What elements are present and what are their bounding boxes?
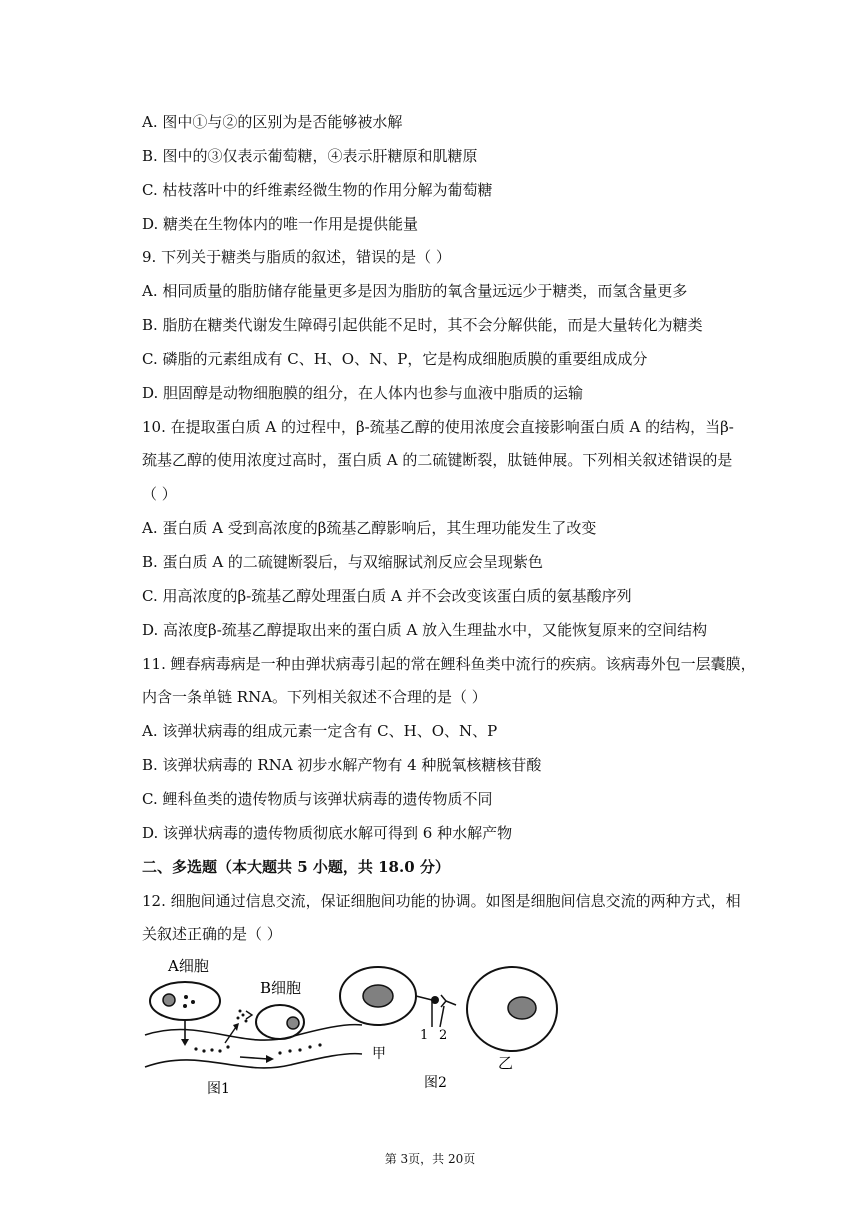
- cell-a-nucleus: [163, 994, 175, 1006]
- question-10-line1: 10. 在提取蛋白质 A 的过程中，β-巯基乙醇的使用浓度会直接影响蛋白质 A 的结构，当β-: [142, 418, 734, 436]
- option-8a: A. 图中①与②的区别为是否能够被水解: [142, 113, 403, 131]
- signal-molecule: [431, 996, 439, 1004]
- cell-communication-figure: [140, 955, 560, 1105]
- cell-jia-label: 甲: [372, 1046, 386, 1062]
- cell-jia-nucleus: [363, 985, 393, 1007]
- figure-2-caption: 图2: [424, 1075, 447, 1091]
- label-2: 2: [439, 1028, 448, 1043]
- option-9a: A. 相同质量的脂肪储存能量更多是因为脂肪的氧含量远远少于糖类，而氢含量更多: [142, 282, 688, 300]
- question-9: 9. 下列关于糖类与脂质的叙述，错误的是（ ）: [142, 248, 451, 266]
- option-9d: D. 胆固醇是动物细胞膜的组分，在人体内也参与血液中脂质的运输: [142, 384, 584, 402]
- page-footer: 第 3页，共 20页: [384, 1152, 476, 1166]
- question-10-line3: （ ）: [142, 485, 177, 503]
- flow-arrow: [240, 1057, 268, 1059]
- cell-a-label: A细胞: [168, 957, 209, 975]
- blood-vessel-top: [145, 1025, 362, 1041]
- option-11d: D. 该弹状病毒的遗传物质彻底水解可得到 6 种水解产物: [142, 824, 513, 842]
- option-10c: C. 用高浓度的β-巯基乙醇处理蛋白质 A 并不会改变该蛋白质的氨基酸序列: [142, 587, 632, 605]
- option-10b: B. 蛋白质 A 的二硫键断裂后，与双缩脲试剂反应会呈现紫色: [142, 553, 543, 571]
- option-8b: B. 图中的③仅表示葡萄糖，④表示肝糖原和肌糖原: [142, 147, 478, 165]
- option-10d: D. 高浓度β-巯基乙醇提取出来的蛋白质 A 放入生理盐水中，又能恢复原来的空间结构: [142, 621, 708, 639]
- question-12-line2: 关叙述正确的是（ ）: [142, 925, 282, 943]
- option-11c: C. 鲤科鱼类的遗传物质与该弹状病毒的遗传物质不同: [142, 790, 493, 808]
- question-11-line1: 11. 鲤春病毒病是一种由弹状病毒引起的常在鲤科鱼类中流行的疾病。该病毒外包一层囊膜，: [142, 655, 756, 673]
- cell-yi-nucleus: [508, 997, 536, 1019]
- option-9b: B. 脂肪在糖类代谢发生障碍引起供能不足时，其不会分解供能，而是大量转化为糖类: [142, 316, 703, 334]
- question-11-line2: 内含一条单链 RNA。下列相关叙述不合理的是（ ）: [142, 688, 487, 706]
- question-12-line1: 12. 细胞间通过信息交流，保证细胞间功能的协调。如图是细胞间信息交流的两种方式，相: [142, 892, 741, 910]
- cell-yi-label: 乙: [498, 1054, 514, 1072]
- section-heading-multiple-choice: 二、多选题（本大题共 5 小题，共 18.0 分）: [142, 858, 450, 876]
- cell-b-nucleus: [287, 1017, 299, 1029]
- figure-1-caption: 图1: [207, 1081, 230, 1097]
- label-1: 1: [420, 1028, 429, 1043]
- option-11b: B. 该弹状病毒的 RNA 初步水解产物有 4 种脱氧核糖核苷酸: [142, 756, 542, 774]
- blood-vessel-bottom: [145, 1054, 362, 1068]
- figure-2: [340, 967, 557, 1091]
- option-8d: D. 糖类在生物体内的唯一作用是提供能量: [142, 215, 419, 233]
- option-8c: C. 枯枝落叶中的纤维素经微生物的作用分解为葡萄糖: [142, 181, 493, 199]
- question-10-line2: 巯基乙醇的使用浓度过高时，蛋白质 A 的二硫键断裂，肽链伸展。下列相关叙述错误的是: [142, 451, 733, 469]
- option-9c: C. 磷脂的元素组成有 C、H、O、N、P，它是构成细胞质膜的重要组成成分: [142, 350, 648, 368]
- option-11a: A. 该弹状病毒的组成元素一定含有 C、H、O、N、P: [142, 722, 498, 740]
- receptor: [441, 995, 446, 1007]
- cell-a-membrane: [150, 982, 220, 1020]
- option-10a: A. 蛋白质 A 受到高浓度的β巯基乙醇影响后，其生理功能发生了改变: [142, 519, 597, 537]
- figure-1: [145, 957, 362, 1097]
- cell-b-label: B细胞: [260, 979, 302, 997]
